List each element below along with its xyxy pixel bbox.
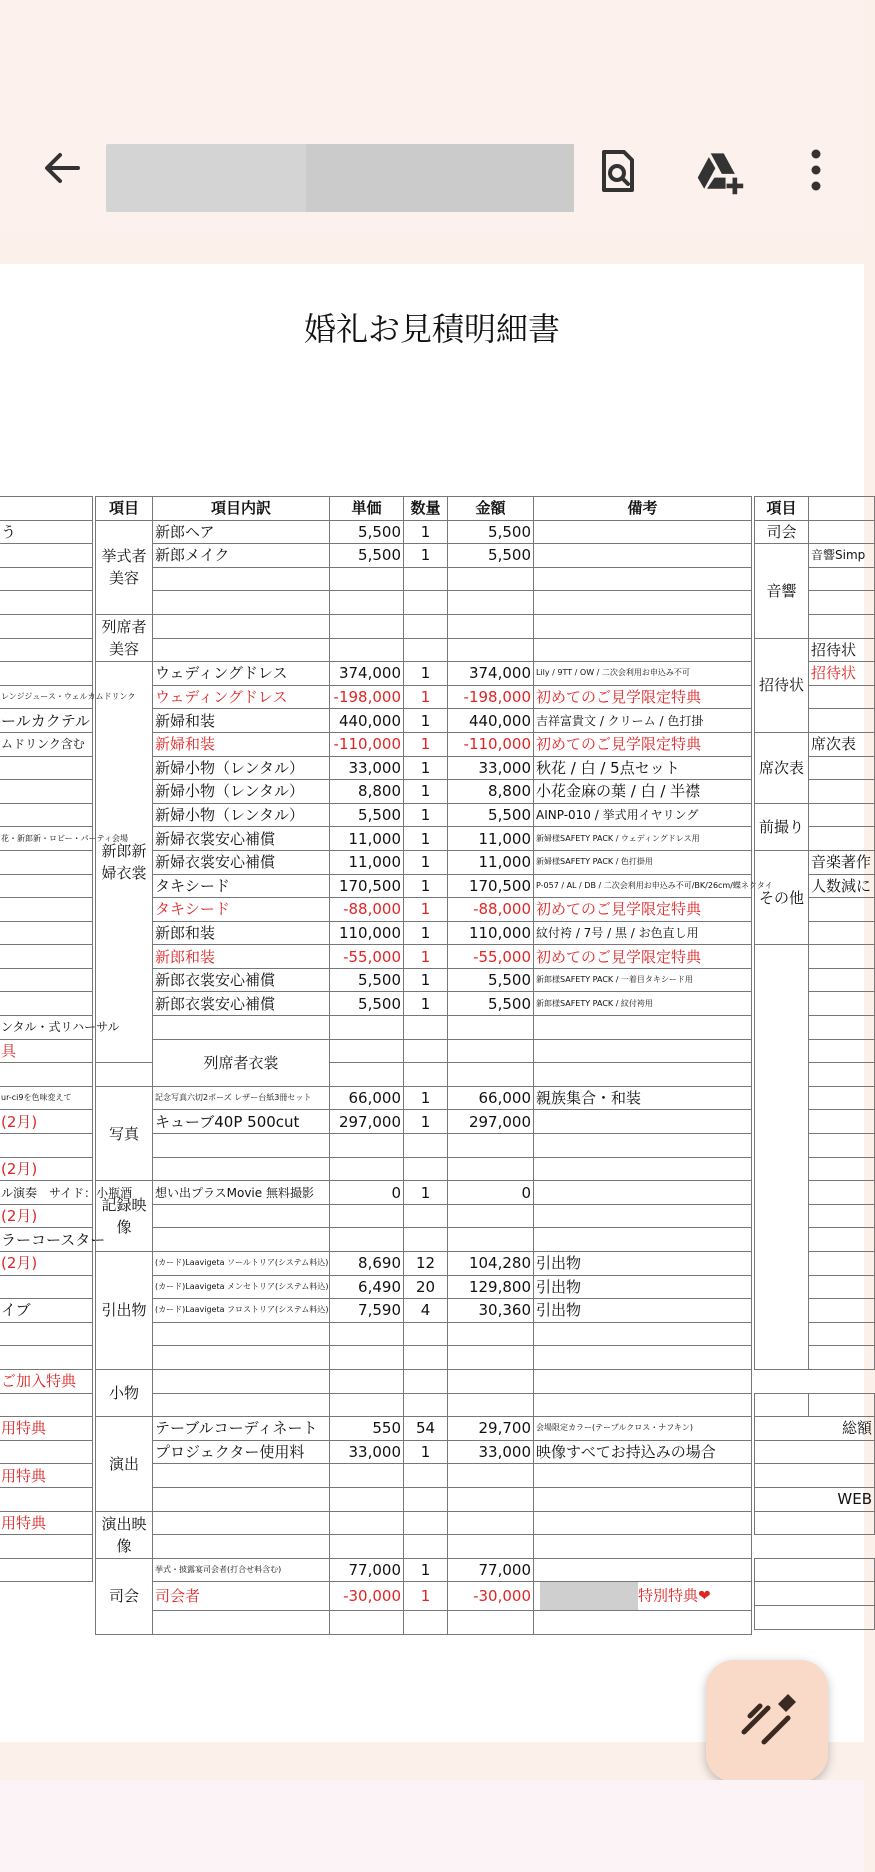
bottom-area: [0, 1780, 864, 1872]
total-label: 総額: [755, 1417, 875, 1441]
table-row: (カード)Laavigeta フロストリア(システム料込) 7,590 4 30,360 引出物: [96, 1299, 752, 1323]
table-row: 新婦和装 440,000 1 440,000 吉祥富貴文 / クリーム / 色打掛: [96, 709, 752, 733]
table-row: 挙式者美容 新郎ヘア 5,500 1 5,500: [96, 520, 752, 544]
table-row: キューブ40P 500cut 297,000 1 297,000: [96, 1110, 752, 1134]
category-cell: 新郎新婦衣裳: [96, 662, 153, 1063]
left-cell: レンジジュース・ウェルカムドリンク: [0, 685, 93, 709]
left-cell: ur-ci9を色味変えて: [0, 1086, 93, 1110]
table-row: 新婦小物（レンタル） 5,500 1 5,500 AINP-010 / 挙式用イヤリング: [96, 803, 752, 827]
header-qty: 数量: [404, 497, 448, 521]
left-cell: 用特典: [0, 1464, 93, 1488]
category-cell: 写真: [96, 1086, 153, 1180]
left-cell: (2月): [0, 1110, 93, 1134]
table-row: プロジェクター使用料 33,000 1 33,000 映像すべてお持込みの場合: [96, 1440, 752, 1464]
estimate-table: [95, 496, 773, 1635]
left-cell: ンタル・式リハーサル: [0, 1016, 93, 1040]
left-cell: ムドリンク含む: [0, 732, 93, 756]
right-partial-table: 項目 司会 音響 音響Simp 招待状 招待状 招待状 席次表 席次表 前撮り その他 音楽著作 人数減に 総額 WEB: [754, 496, 875, 1630]
left-cell: 具: [0, 1039, 93, 1063]
table-row: 新郎メイク 5,500 1 5,500: [96, 544, 752, 568]
document-title-redacted: [106, 144, 574, 212]
category-cell: 挙式者美容: [96, 520, 153, 614]
category-cell: 演出: [96, 1417, 153, 1511]
add-to-drive-icon[interactable]: [694, 146, 746, 198]
edit-pen-icon: [706, 1660, 828, 1782]
table-row: タキシード -88,000 1 -88,000 初めてのご見学限定特典: [96, 898, 752, 922]
table-header-row: [96, 497, 752, 521]
table-row: 写真 記念写真六切2ポーズ レザー台紙3冊セット 66,000 1 66,000 親族集合・和装: [96, 1086, 752, 1110]
table-row: 新婦小物（レンタル） 33,000 1 33,000 秋花 / 白 / 5点セット: [96, 756, 752, 780]
left-cell: イブ: [0, 1299, 93, 1323]
left-cell: (2月): [0, 1204, 93, 1228]
category-cell: 記録映像: [96, 1181, 153, 1252]
category-cell: 演出映像: [96, 1511, 153, 1558]
table-row: 新郎衣裳安心補償 5,500 1 5,500 新郎様SAFETY PACK / 紋付袴用: [96, 992, 752, 1016]
table-row: ウェディングドレス -198,000 1 -198,000 初めてのご見学限定特典: [96, 685, 752, 709]
table-row: 新婦衣裳安心補償 11,000 1 11,000 新婦様SAFETY PACK / ウェディングドレス用: [96, 827, 752, 851]
header-category: 項目: [96, 497, 153, 521]
table-row: 新郎和装 110,000 1 110,000 紋付袴 / 7号 / 黒 / お色直し用: [96, 921, 752, 945]
header-note: 備考: [534, 497, 752, 521]
table-row: 新婦衣裳安心補償 11,000 1 11,000 新婦様SAFETY PACK / 色打掛用: [96, 850, 752, 874]
more-vert-icon[interactable]: [804, 146, 828, 198]
left-cell: 用特典: [0, 1511, 93, 1535]
back-arrow-icon[interactable]: [40, 146, 84, 190]
left-cell: ールカクテル: [0, 709, 93, 733]
left-cell: ル演奏 サイド：小瓶酒: [0, 1181, 93, 1205]
category-cell: 小物: [96, 1369, 153, 1416]
table-row: 記録映像 想い出プラスMovie 無料撮影 0 1 0: [96, 1181, 752, 1205]
table-row: (カード)Laavigeta メンセトリア(システム料込) 6,490 20 129,800 引出物: [96, 1275, 752, 1299]
table-row: 司会 挙式・披露宴司会者(打合せ料含む) 77,000 1 77,000: [96, 1558, 752, 1582]
redacted-block: [306, 144, 574, 212]
category-cell: 引出物: [96, 1252, 153, 1370]
edit-fab-button[interactable]: [706, 1660, 828, 1782]
redacted-block: [540, 1582, 638, 1610]
left-cell: ご加入特典: [0, 1369, 93, 1393]
table-row: 演出 テーブルコーディネート 550 54 29,700 会場限定カラー(テーブルクロス・ナフキン): [96, 1417, 752, 1441]
table-row: 新郎和装 -55,000 1 -55,000 初めてのご見学限定特典: [96, 945, 752, 969]
table-row: 新婦小物（レンタル） 8,800 1 8,800 小花金麻の葉 / 白 / 半襟: [96, 780, 752, 804]
left-cell: 花・新郎新・ロビー・パーティ会場: [0, 827, 93, 851]
table-row: タキシード 170,500 1 170,500 P-057 / AL / DB / 二次会利用お申込み不可/BK/26cm/蝶ネクタイ: [96, 874, 752, 898]
header-amount: 金額: [448, 497, 534, 521]
table-row: 司会者 -30,000 1 -30,000 特別特典❤: [96, 1582, 752, 1611]
table-row: 新郎新婦衣裳 ウェディングドレス 374,000 1 374,000 Lily / 9TT / OW / 二次会利用お申込み不可: [96, 662, 752, 686]
category-cell: 列席者美容: [96, 614, 153, 661]
left-cell: ラーコースター: [0, 1228, 93, 1252]
header-item: 項目内訳: [153, 497, 330, 521]
header-price: 単価: [330, 497, 404, 521]
left-cell: (2月): [0, 1157, 93, 1181]
document-title: 婚礼お見積明細書: [303, 310, 560, 348]
document-page: [0, 264, 872, 1742]
right-header: 項目: [755, 497, 809, 521]
app-toolbar: [0, 0, 864, 232]
table-row: 新婦和装 -110,000 1 -110,000 初めてのご見学限定特典: [96, 732, 752, 756]
search-document-icon[interactable]: [592, 146, 644, 198]
left-cell: う: [0, 520, 93, 544]
left-cell: 用特典: [0, 1417, 93, 1441]
left-cell: (2月): [0, 1252, 93, 1276]
table-row: 引出物 (カード)Laavigeta ソールトリア(システム料込) 8,690 12 104,280 引出物: [96, 1252, 752, 1276]
category-cell: 列席者衣裳: [153, 1039, 330, 1086]
category-cell: 司会: [96, 1558, 153, 1634]
table-row: 新郎衣裳安心補償 5,500 1 5,500 新郎様SAFETY PACK / 一着目タキシード用: [96, 968, 752, 992]
left-cell: [0, 497, 93, 521]
